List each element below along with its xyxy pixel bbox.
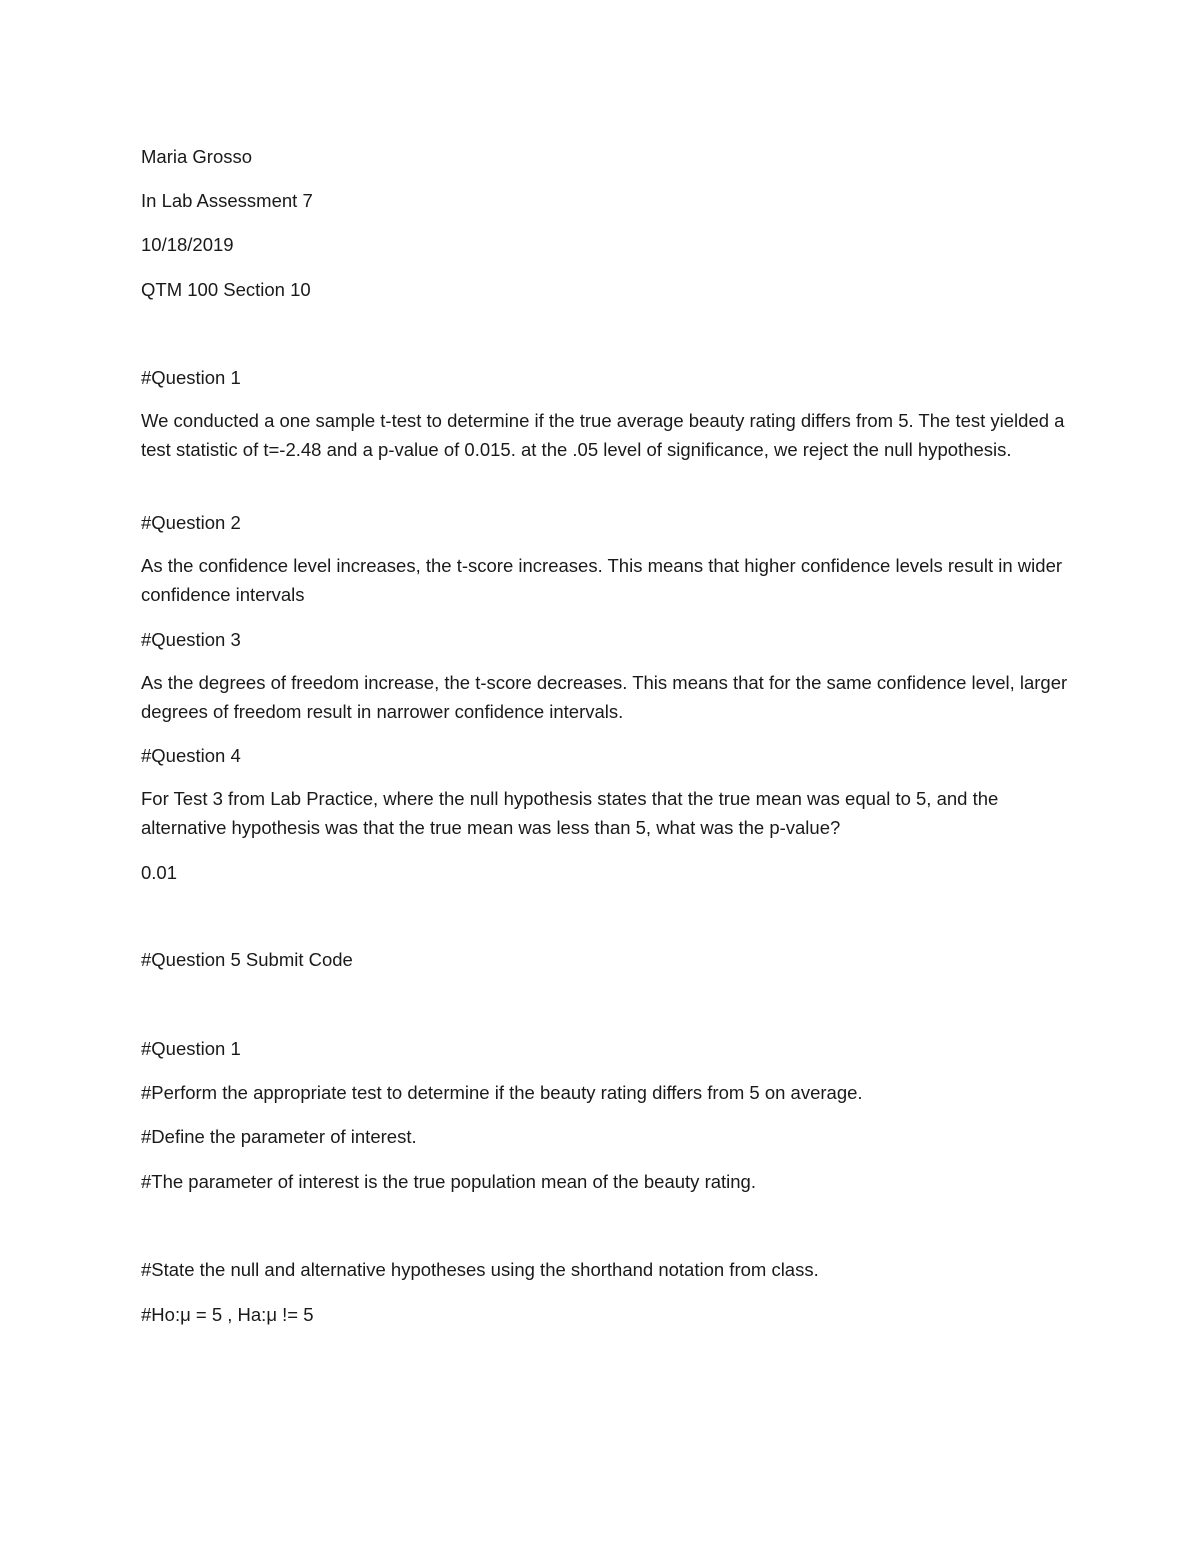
code-comment-line: #Define the parameter of interest. (141, 1126, 417, 1147)
question-4-answer: For Test 3 from Lab Practice, where the null hypothesis states that the true mean was equal to 5, and the alternative hypothesis was that the true mean was less than 5, what was the p-value? (141, 788, 999, 838)
code-question-1-heading: #Question 1 (141, 1038, 241, 1059)
question-3-answer: As the degrees of freedom increase, the t-score decreases. This means that for the same confidence level, larger degrees of freedom result in narrower confidence intervals. (141, 672, 1068, 722)
course-section: QTM 100 Section 10 (141, 279, 311, 300)
question-5-heading: #Question 5 Submit Code (141, 949, 353, 970)
question-2-answer: As the confidence level increases, the t-score increases. This means that higher confidence levels result in wider confidence intervals (141, 555, 1063, 605)
assignment-title: In Lab Assessment 7 (141, 190, 313, 211)
question-3-heading: #Question 3 (141, 629, 241, 650)
question-1-answer: We conducted a one sample t-test to determine if the true average beauty rating differs from 5. The test yielded a test statistic of t=-2.48 and a p-value of 0.015. at the .05 level of significance, we reject the null hypothesis. (141, 410, 1065, 460)
question-2-heading: #Question 2 (141, 512, 241, 533)
date: 10/18/2019 (141, 234, 234, 255)
code-comment-line: #The parameter of interest is the true population mean of the beauty rating. (141, 1171, 756, 1192)
code-comment-line: #Ho:μ = 5 , Ha:μ != 5 (141, 1304, 314, 1325)
question-4-value: 0.01 (141, 862, 178, 883)
question-1-heading: #Question 1 (141, 367, 241, 388)
code-comment-line: #State the null and alternative hypotheses using the shorthand notation from class. (141, 1259, 819, 1280)
code-comment-line: #Perform the appropriate test to determine if the beauty rating differs from 5 on average. (141, 1082, 863, 1103)
author-name: Maria Grosso (141, 146, 253, 167)
question-4-heading: #Question 4 (141, 745, 241, 766)
